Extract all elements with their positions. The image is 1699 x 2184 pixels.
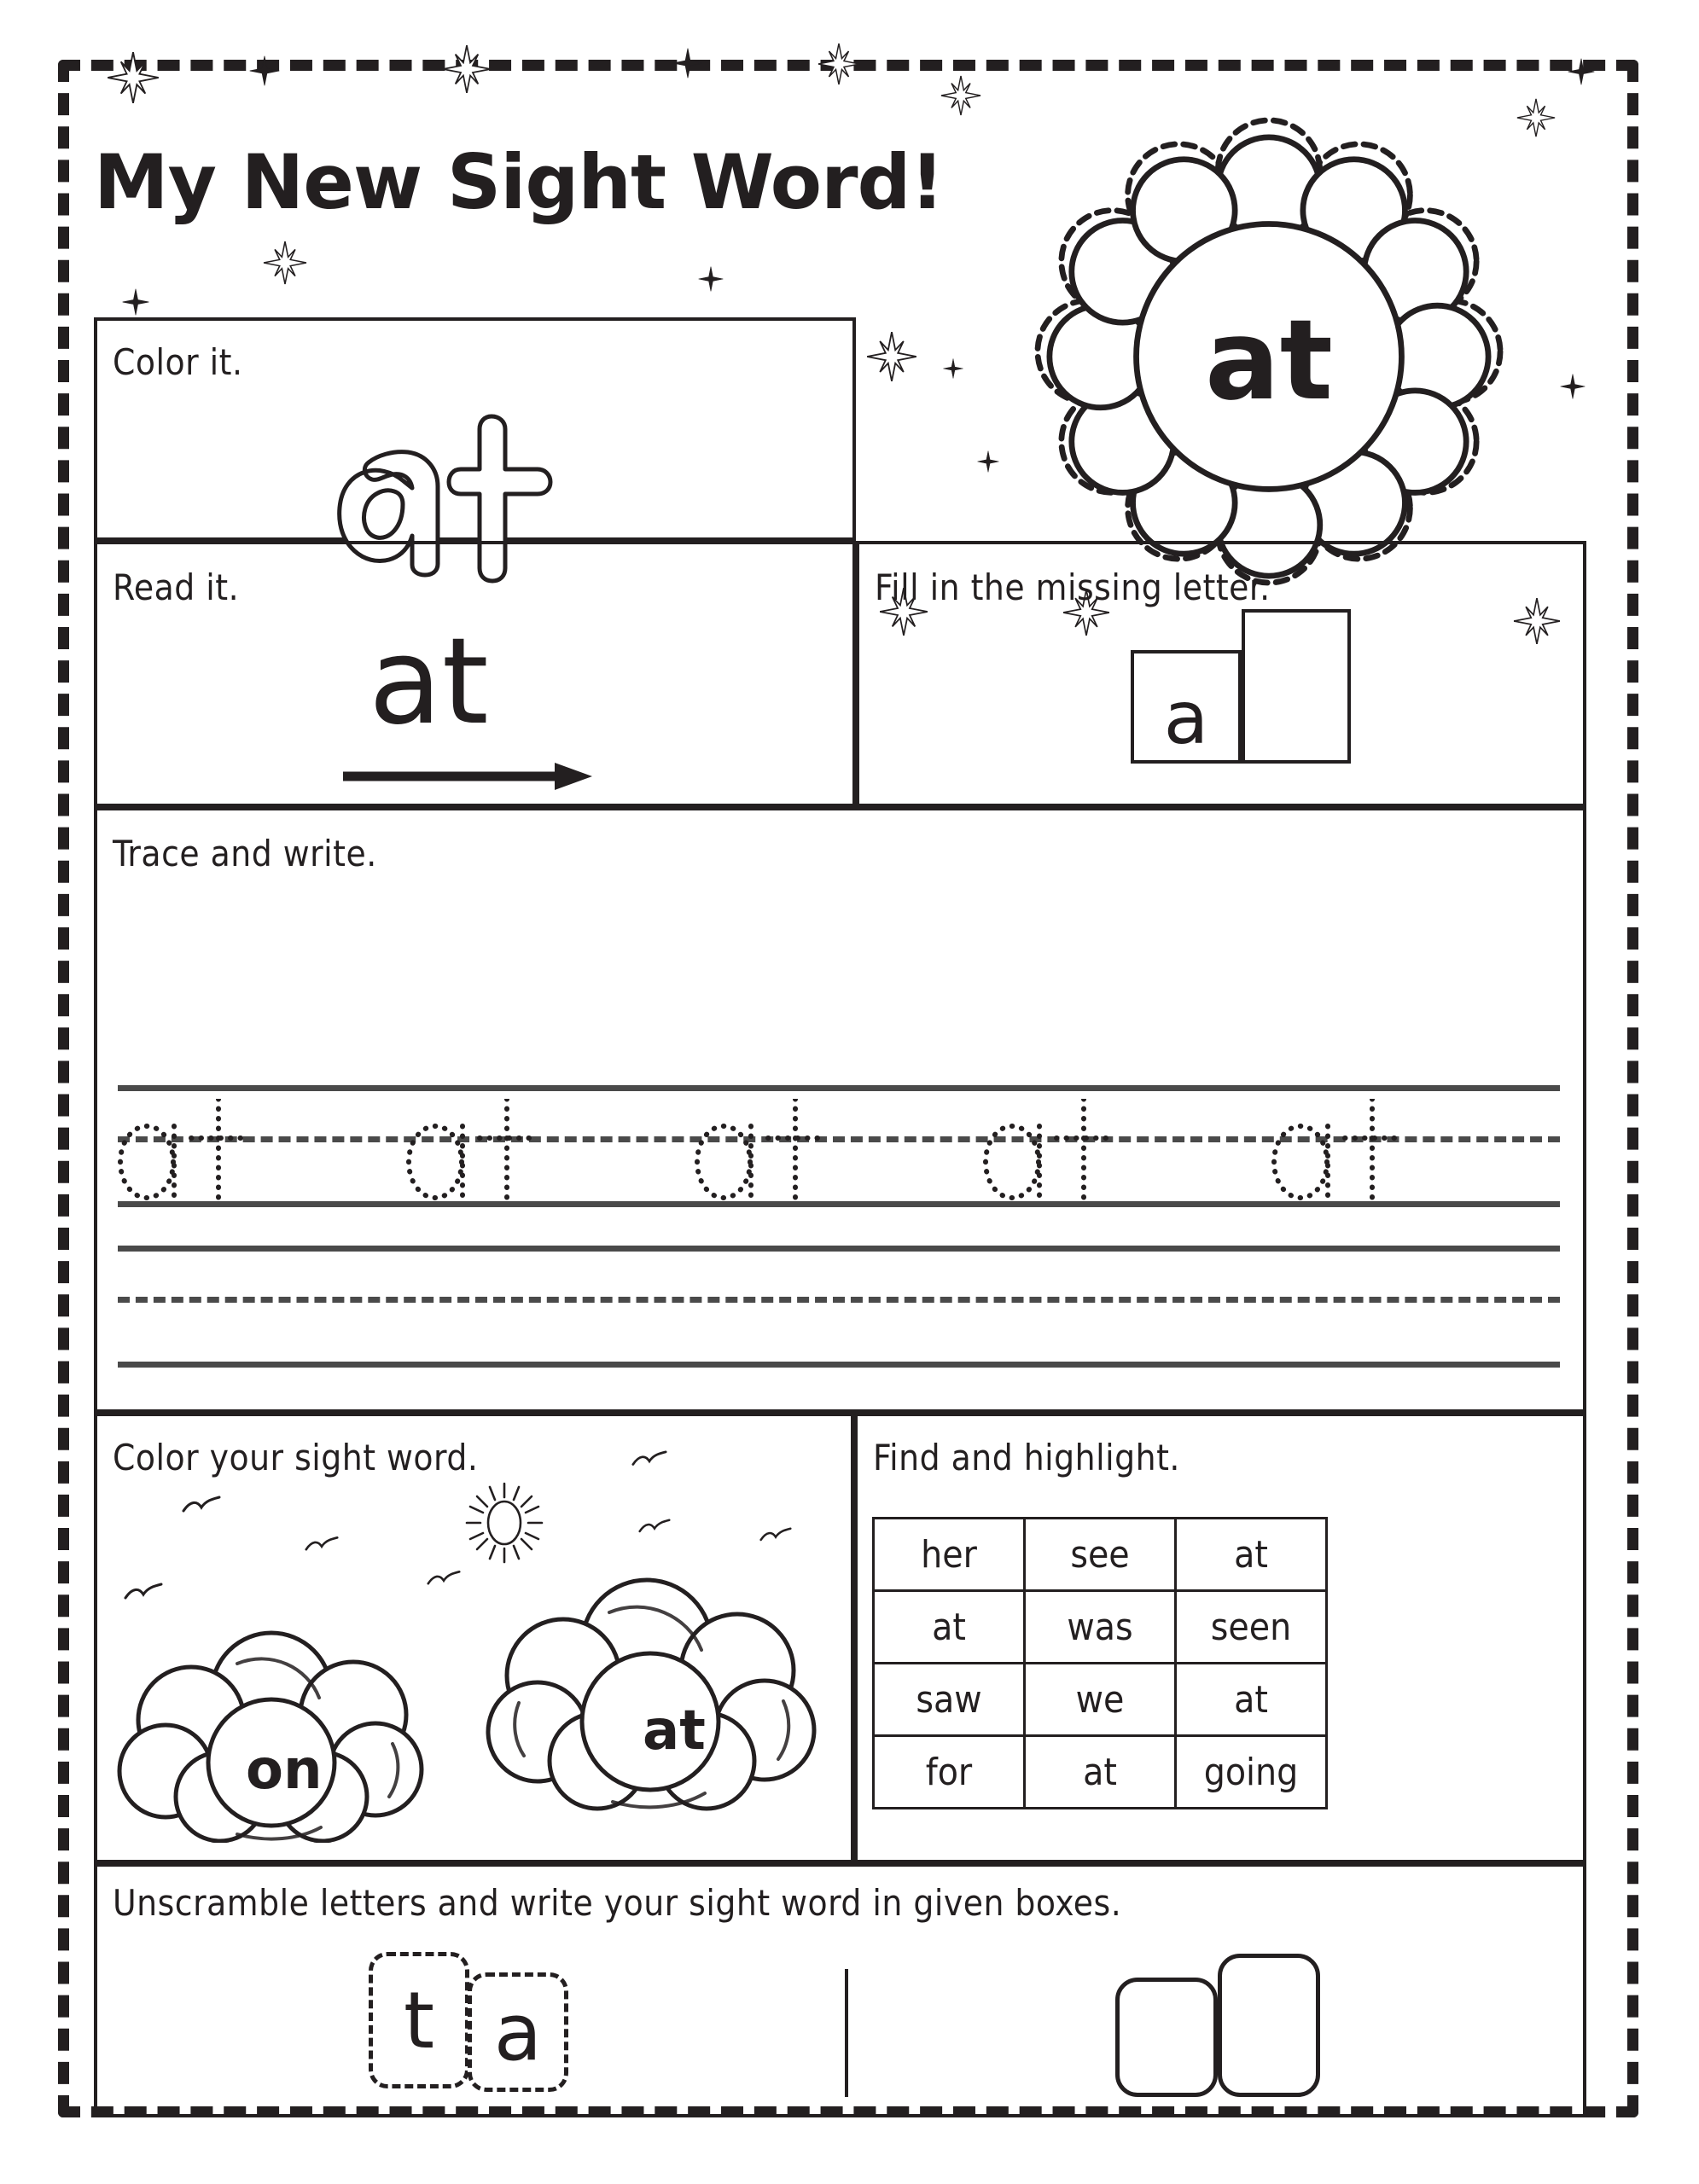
fill-letter-box-given: [1131, 650, 1242, 764]
cloud-option-on-label: on: [246, 1739, 323, 1802]
answer-box-1[interactable]: [1115, 1978, 1218, 2097]
sparkle-icon: [866, 331, 917, 382]
bird-icon: [305, 1536, 339, 1559]
table-row: [874, 1591, 1327, 1664]
scrambled-letter-tile-2[interactable]: [468, 1972, 568, 2092]
bird-icon: [759, 1527, 792, 1548]
sparkle-icon: [122, 288, 149, 316]
sparkle-icon: [1560, 374, 1586, 399]
handwriting-line-top-2: [118, 1246, 1560, 1252]
section-color-it-label: Color it.: [113, 341, 243, 383]
trace-word-row[interactable]: [118, 1099, 1560, 1205]
word-cell[interactable]: saw: [874, 1664, 1025, 1736]
right-arrow-icon: [340, 759, 596, 798]
section-fill-missing-letter-label: Fill in the missing letter.: [875, 566, 1271, 608]
table-row: [874, 1736, 1327, 1809]
cloud-option-at[interactable]: [480, 1566, 821, 1818]
bird-icon: [124, 1583, 163, 1607]
word-cell[interactable]: for: [874, 1736, 1025, 1809]
page-title: My New Sight Word!: [94, 138, 944, 226]
word-cell[interactable]: her: [874, 1519, 1025, 1591]
section-read-it-label: Read it.: [113, 566, 240, 608]
badge-word: at: [1205, 295, 1333, 425]
sparkle-icon: [263, 241, 307, 285]
fill-letter-given: a: [1163, 676, 1209, 761]
word-cell[interactable]: was: [1025, 1591, 1176, 1664]
sparkle-icon: [698, 266, 724, 292]
sparkle-icon: [249, 55, 280, 86]
cloud-option-on[interactable]: [109, 1619, 433, 1847]
word-cell[interactable]: seen: [1176, 1591, 1327, 1664]
handwriting-line-mid-2: [118, 1297, 1560, 1303]
bird-icon: [638, 1519, 671, 1540]
word-cell[interactable]: we: [1025, 1664, 1176, 1736]
unscramble-divider: [845, 1969, 848, 2097]
word-cell[interactable]: at: [874, 1591, 1025, 1664]
cloud-option-at-label: at: [643, 1699, 706, 1763]
section-find-and-highlight-label: Find and highlight.: [873, 1437, 1180, 1478]
word-search-table: [872, 1517, 1328, 1809]
section-unscramble-label: Unscramble letters and write your sight word in given boxes.: [113, 1882, 1122, 1924]
section-color-your-sight-word-label: Color your sight word.: [113, 1437, 479, 1478]
word-cell[interactable]: see: [1025, 1519, 1176, 1591]
word-cell[interactable]: at: [1176, 1664, 1327, 1736]
word-cell[interactable]: at: [1025, 1736, 1176, 1809]
sparkle-icon: [442, 44, 492, 94]
table-row: [874, 1664, 1327, 1736]
sight-word-badge: [1022, 109, 1516, 597]
sparkle-icon: [977, 450, 999, 473]
bird-icon: [182, 1496, 221, 1520]
answer-box-2[interactable]: [1218, 1954, 1320, 2097]
handwriting-line-base-2: [118, 1362, 1560, 1368]
sun-icon: [465, 1480, 544, 1570]
sparkle-icon: [940, 75, 981, 116]
handwriting-line-top-1: [118, 1085, 1560, 1091]
section-trace-and-write-label: Trace and write.: [113, 833, 377, 874]
sparkle-icon: [1516, 98, 1556, 137]
sparkle-icon: [672, 48, 703, 78]
bird-icon: [631, 1450, 667, 1473]
scrambled-letter-tile-1[interactable]: [369, 1952, 469, 2088]
sparkle-icon: [1568, 58, 1595, 85]
word-cell[interactable]: going: [1176, 1736, 1327, 1809]
scrambled-letter-2: a: [493, 1986, 543, 2078]
bird-icon: [427, 1570, 461, 1593]
table-row: [874, 1519, 1327, 1591]
word-cell[interactable]: at: [1176, 1519, 1327, 1591]
fill-letter-box-blank[interactable]: [1242, 609, 1351, 764]
read-it-word: at: [369, 613, 489, 752]
scrambled-letter-1: t: [403, 1974, 435, 2066]
sparkle-icon: [107, 51, 160, 104]
sparkle-icon: [943, 358, 963, 379]
sparkle-icon: [817, 43, 860, 85]
